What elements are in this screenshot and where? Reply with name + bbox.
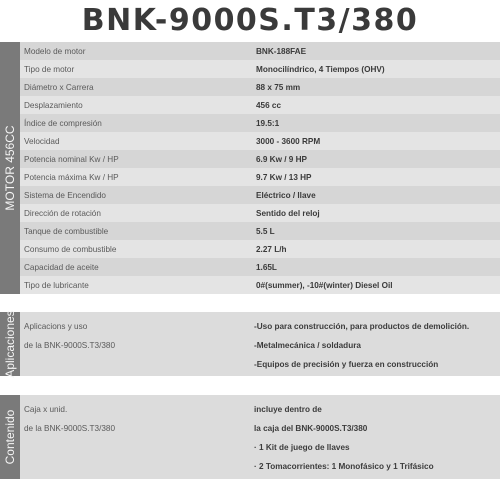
applications-row: [20, 317, 500, 336]
spec-value: 9.7 Kw / 13 HP: [256, 172, 312, 182]
spec-label: Consumo de combustible: [24, 244, 117, 254]
spec-label: Velocidad: [24, 136, 60, 146]
applications-section-label: Aplicaciones: [3, 310, 17, 378]
spec-row: [20, 168, 500, 186]
spec-row: [20, 204, 500, 222]
spec-value: 88 x 75 mm: [256, 82, 301, 92]
spec-value: 3000 - 3600 RPM: [256, 136, 321, 146]
spec-value: Eléctrico / llave: [256, 190, 316, 200]
contents-value-line: · 1 Kit de juego de llaves: [254, 443, 350, 452]
applications-value-line: -Equipos de precisión y fuerza en construcción: [254, 360, 439, 369]
contents-value-line: incluye dentro de: [254, 405, 322, 414]
contents-table: [20, 395, 500, 479]
spec-value: 456 cc: [256, 100, 282, 110]
contents-row: [20, 400, 500, 419]
spec-row: [20, 114, 500, 132]
spec-row: [20, 276, 500, 294]
spec-value: Sentido del reloj: [256, 208, 320, 218]
motor-section-label: MOTOR 456CC: [3, 125, 17, 211]
spec-label: Índice de compresión: [24, 118, 102, 128]
spec-row: [20, 240, 500, 258]
spec-value: Monocilíndrico, 4 Tiempos (OHV): [256, 64, 385, 74]
spec-value: 0#(summer), -10#(winter) Diesel Oil: [256, 280, 393, 290]
applications-row: [20, 355, 500, 374]
contents-row: [20, 438, 500, 457]
spec-value: BNK-188FAE: [256, 46, 307, 56]
spec-value: 6.9 Kw / 9 HP: [256, 154, 307, 164]
spec-label: Tipo de lubricante: [24, 280, 89, 290]
spec-row: [20, 186, 500, 204]
spec-label: Diámetro x Carrera: [24, 82, 94, 92]
spec-row: [20, 60, 500, 78]
motor-specs-section: [0, 42, 500, 294]
contents-label-line: Caja x unid.: [24, 405, 68, 414]
spec-label: Desplazamiento: [24, 100, 83, 110]
spec-row: [20, 132, 500, 150]
spec-row: [20, 150, 500, 168]
contents-value-line: · 2 Tomacorrientes: 1 Monofásico y 1 Trifásico: [254, 462, 434, 471]
applications-table: [20, 312, 500, 376]
spec-value: 5.5 L: [256, 226, 275, 236]
contents-section-label: Contenido: [3, 409, 17, 465]
spec-label: Sistema de Encendido: [24, 190, 106, 200]
spec-label: Potencia máxima Kw / HP: [24, 172, 119, 182]
applications-label-line: Aplicacions y uso: [24, 322, 88, 331]
spec-label: Potencia nominal Kw / HP: [24, 154, 119, 164]
spec-row: [20, 222, 500, 240]
spec-value: 2.27 L/h: [256, 244, 287, 254]
motor-spec-table: [20, 42, 500, 294]
contents-row: [20, 457, 500, 476]
applications-value-line: -Uso para construcción, para productos de demolición.: [254, 322, 470, 331]
applications-value-line: -Metalmecánica / soldadura: [254, 341, 361, 350]
applications-section-sidebar: [0, 312, 20, 376]
spec-label: Tipo de motor: [24, 64, 75, 74]
applications-section: [0, 312, 500, 376]
applications-label-line: de la BNK-9000S.T3/380: [24, 341, 116, 350]
spec-row: [20, 258, 500, 276]
contents-section: [0, 395, 500, 479]
contents-value-line: la caja del BNK-9000S.T3/380: [254, 424, 368, 433]
applications-row: [20, 336, 500, 355]
contents-section-sidebar: [0, 395, 20, 479]
page-title: BNK-9000S.T3/380: [81, 2, 419, 38]
spec-label: Tanque de combustible: [24, 226, 109, 236]
spec-row: [20, 42, 500, 60]
contents-row: [20, 419, 500, 438]
motor-section-sidebar: [0, 42, 20, 294]
spec-label: Dirección de rotación: [24, 208, 101, 218]
spec-label: Capacidad de aceite: [24, 262, 99, 272]
contents-label-line: de la BNK-9000S.T3/380: [24, 424, 116, 433]
spec-row: [20, 96, 500, 114]
spec-value: 19.5:1: [256, 118, 280, 128]
spec-value: 1.65L: [256, 262, 277, 272]
spec-row: [20, 78, 500, 96]
spec-label: Modelo de motor: [24, 46, 86, 56]
